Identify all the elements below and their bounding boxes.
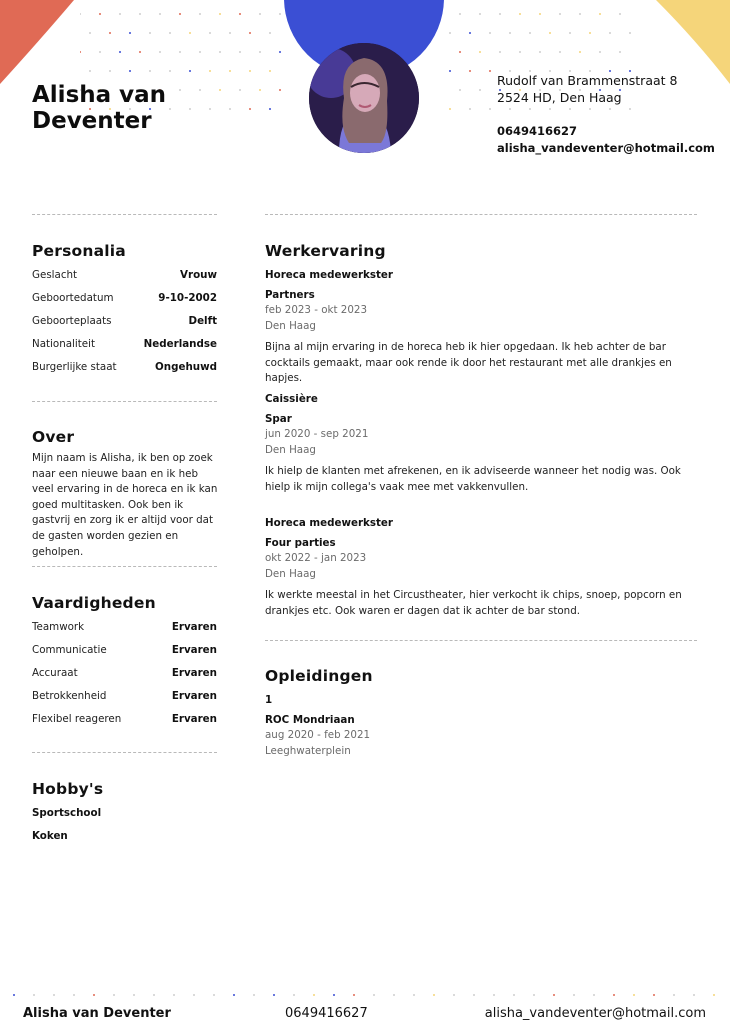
corner-decoration-left bbox=[0, 0, 74, 84]
skill-label: Accuraat bbox=[32, 667, 78, 679]
education-level: 1 bbox=[265, 694, 273, 706]
pattern-dot bbox=[53, 994, 55, 996]
job-role: Caissière bbox=[265, 393, 318, 405]
pattern-dot bbox=[613, 994, 615, 996]
pattern-dot bbox=[249, 70, 251, 72]
job-period: feb 2023 - okt 2023 bbox=[265, 304, 368, 316]
pattern-dot bbox=[333, 994, 335, 996]
address-line-2: 2524 HD, Den Haag bbox=[497, 90, 622, 105]
pattern-dot bbox=[119, 51, 121, 53]
personalia-value: Ongehuwd bbox=[155, 361, 217, 373]
pattern-dot bbox=[509, 32, 511, 34]
pattern-dot bbox=[189, 70, 191, 72]
pattern-dot bbox=[589, 32, 591, 34]
applicant-name: Alisha van Deventer bbox=[32, 82, 167, 134]
job-company: Partners bbox=[265, 289, 315, 301]
pattern-dot bbox=[313, 994, 315, 996]
pattern-dot bbox=[433, 994, 435, 996]
pattern-dot bbox=[149, 32, 151, 34]
pattern-dot bbox=[549, 32, 551, 34]
personalia-value: 9-10-2002 bbox=[158, 292, 217, 304]
personalia-row bbox=[32, 292, 217, 304]
divider bbox=[32, 401, 217, 402]
pattern-dot bbox=[619, 51, 621, 53]
pattern-dot bbox=[493, 994, 495, 996]
pattern-dot bbox=[109, 32, 111, 34]
skill-label: Betrokkenheid bbox=[32, 690, 107, 702]
skill-row bbox=[32, 713, 217, 725]
education-school: ROC Mondriaan bbox=[265, 714, 355, 726]
pattern-dot bbox=[593, 994, 595, 996]
hobby-item: Sportschool bbox=[32, 807, 102, 819]
footer-email: alisha_vandeventer@hotmail.com bbox=[484, 1006, 706, 1021]
job-company: Four parties bbox=[265, 537, 336, 549]
pattern-dot bbox=[279, 13, 281, 15]
pattern-dot bbox=[459, 13, 461, 15]
pattern-dot bbox=[499, 13, 501, 15]
pattern-dot bbox=[209, 70, 211, 72]
pattern-dot bbox=[489, 32, 491, 34]
about-text: Mijn naam is Alisha, ik ben op zoek naar een nieuwe baan en ik heb veel ervaring in de horeca en ik kan goed multitasken. Ook ben ik gastvrij en zorg ik er altijd voor dat de gasten worden gezien en geholpen. bbox=[32, 452, 218, 558]
pattern-dot bbox=[193, 994, 195, 996]
hobbies-title: Hobby's bbox=[32, 780, 104, 798]
pattern-dot bbox=[469, 108, 471, 110]
pattern-dot bbox=[159, 13, 161, 15]
personalia-row bbox=[32, 269, 217, 281]
pattern-dot bbox=[129, 70, 131, 72]
pattern-dot bbox=[199, 51, 201, 53]
pattern-dot bbox=[169, 70, 171, 72]
email-address: alisha_vandeventer@hotmail.com bbox=[497, 141, 715, 155]
pattern-dot bbox=[479, 13, 481, 15]
pattern-dot bbox=[633, 994, 635, 996]
pattern-dot bbox=[199, 13, 201, 15]
hobby-item: Koken bbox=[32, 830, 68, 842]
pattern-dot bbox=[129, 32, 131, 34]
skill-level: Ervaren bbox=[171, 667, 217, 679]
pattern-dot bbox=[293, 994, 295, 996]
pattern-dot bbox=[489, 70, 491, 72]
job-role: Horeca medewerkster bbox=[265, 269, 393, 281]
pattern-dot bbox=[93, 994, 95, 996]
pattern-dot bbox=[579, 51, 581, 53]
about-title: Over bbox=[32, 428, 75, 446]
pattern-dot bbox=[673, 994, 675, 996]
pattern-dot bbox=[209, 32, 211, 34]
pattern-dot bbox=[599, 51, 601, 53]
job-entry bbox=[265, 517, 705, 619]
pattern-dot bbox=[73, 994, 75, 996]
pattern-dot bbox=[469, 32, 471, 34]
pattern-dot bbox=[273, 994, 275, 996]
pattern-dot bbox=[139, 13, 141, 15]
job-company: Spar bbox=[265, 413, 292, 425]
pattern-dot bbox=[89, 70, 91, 72]
pattern-dot bbox=[259, 89, 261, 91]
pattern-dot bbox=[269, 70, 271, 72]
pattern-dot bbox=[479, 51, 481, 53]
pattern-dot bbox=[279, 89, 281, 91]
pattern-dot bbox=[713, 994, 715, 996]
pattern-dot bbox=[489, 108, 491, 110]
education-title: Opleidingen bbox=[265, 667, 373, 685]
pattern-dot bbox=[539, 13, 541, 15]
job-location: Den Haag bbox=[265, 568, 316, 580]
pattern-dot bbox=[599, 13, 601, 15]
pattern-dot bbox=[449, 70, 451, 72]
skill-level: Ervaren bbox=[171, 621, 217, 633]
pattern-dot bbox=[533, 994, 535, 996]
pattern-dot bbox=[579, 13, 581, 15]
pattern-dot bbox=[229, 32, 231, 34]
skill-row bbox=[32, 690, 217, 702]
education-period: aug 2020 - feb 2021 bbox=[265, 729, 371, 741]
pattern-dot bbox=[693, 994, 695, 996]
pattern-dot bbox=[519, 51, 521, 53]
personalia-title: Personalia bbox=[32, 242, 126, 260]
divider bbox=[265, 214, 697, 215]
pattern-dot bbox=[99, 13, 101, 15]
pattern-dot bbox=[133, 994, 135, 996]
pattern-dot bbox=[553, 994, 555, 996]
job-location: Den Haag bbox=[265, 320, 316, 332]
pattern-dot bbox=[619, 13, 621, 15]
pattern-dot bbox=[449, 32, 451, 34]
pattern-dot bbox=[239, 89, 241, 91]
pattern-dot bbox=[279, 51, 281, 53]
pattern-dot bbox=[179, 13, 181, 15]
pattern-dot bbox=[219, 51, 221, 53]
skill-row bbox=[32, 621, 217, 633]
pattern-dot bbox=[89, 32, 91, 34]
pattern-dot bbox=[573, 994, 575, 996]
divider bbox=[32, 566, 217, 567]
pattern-dot bbox=[459, 89, 461, 91]
pattern-dot bbox=[259, 13, 261, 15]
pattern-dot bbox=[453, 994, 455, 996]
pattern-dot bbox=[33, 994, 35, 996]
education-entry bbox=[265, 694, 705, 761]
pattern-dot bbox=[449, 108, 451, 110]
personalia-value: Delft bbox=[188, 315, 217, 327]
pattern-dot bbox=[269, 108, 271, 110]
job-location: Den Haag bbox=[265, 444, 316, 456]
skill-label: Flexibel reageren bbox=[32, 713, 122, 725]
pattern-dot bbox=[153, 994, 155, 996]
personalia-value: Nederlandse bbox=[143, 338, 217, 350]
skill-level: Ervaren bbox=[171, 644, 217, 656]
job-period: jun 2020 - sep 2021 bbox=[265, 428, 369, 440]
pattern-dot bbox=[139, 51, 141, 53]
footer-name: Alisha van Deventer bbox=[23, 1006, 171, 1021]
pattern-dot bbox=[159, 51, 161, 53]
divider bbox=[32, 214, 217, 215]
pattern-dot bbox=[249, 108, 251, 110]
pattern-dot bbox=[259, 51, 261, 53]
pattern-dot bbox=[629, 32, 631, 34]
address-line-1: Rudolf van Brammenstraat 8 bbox=[497, 73, 678, 88]
pattern-dot bbox=[173, 994, 175, 996]
pattern-dot bbox=[653, 994, 655, 996]
profile-photo bbox=[309, 43, 419, 153]
footer-dot-pattern bbox=[0, 990, 730, 1002]
pattern-dot bbox=[229, 70, 231, 72]
personalia-label: Geboorteplaats bbox=[32, 315, 112, 327]
pattern-dot bbox=[113, 994, 115, 996]
pattern-dot bbox=[169, 32, 171, 34]
pattern-dot bbox=[233, 994, 235, 996]
personalia-row bbox=[32, 338, 217, 350]
pattern-dot bbox=[393, 994, 395, 996]
job-entry bbox=[265, 269, 705, 387]
pattern-dot bbox=[559, 51, 561, 53]
pattern-dot bbox=[373, 994, 375, 996]
personalia-row bbox=[32, 361, 217, 373]
skill-row bbox=[32, 644, 217, 656]
divider bbox=[265, 640, 697, 641]
pattern-dot bbox=[80, 51, 81, 53]
pattern-dot bbox=[109, 70, 111, 72]
pattern-dot bbox=[609, 32, 611, 34]
skill-label: Communicatie bbox=[32, 644, 107, 656]
pattern-dot bbox=[253, 994, 255, 996]
pattern-dot bbox=[459, 51, 461, 53]
job-description: Ik werkte meestal in het Circustheater, hier verkocht ik chips, snoep, popcorn en drankjes etc. Ook waren er dagen dat ik achter de bar stond. bbox=[265, 589, 682, 617]
divider bbox=[32, 752, 217, 753]
pattern-dot bbox=[239, 13, 241, 15]
pattern-dot bbox=[539, 51, 541, 53]
pattern-dot bbox=[469, 70, 471, 72]
pattern-dot bbox=[353, 994, 355, 996]
personalia-label: Nationaliteit bbox=[32, 338, 96, 350]
pattern-dot bbox=[559, 13, 561, 15]
personalia-label: Geslacht bbox=[32, 269, 78, 281]
pattern-dot bbox=[529, 32, 531, 34]
personalia-label: Burgerlijke staat bbox=[32, 361, 117, 373]
job-period: okt 2022 - jan 2023 bbox=[265, 552, 367, 564]
skill-level: Ervaren bbox=[171, 713, 217, 725]
pattern-dot bbox=[413, 994, 415, 996]
pattern-dot bbox=[13, 994, 15, 996]
pattern-dot bbox=[239, 51, 241, 53]
personalia-row bbox=[32, 315, 217, 327]
pattern-dot bbox=[473, 994, 475, 996]
contact-block bbox=[497, 72, 717, 157]
experience-title: Werkervaring bbox=[265, 242, 386, 260]
skill-label: Teamwork bbox=[32, 621, 85, 633]
job-entry bbox=[265, 393, 705, 495]
personalia-value: Vrouw bbox=[180, 269, 217, 281]
pattern-dot bbox=[499, 51, 501, 53]
pattern-dot bbox=[80, 13, 81, 15]
job-description: Ik hielp de klanten met afrekenen, en ik adviseerde wanneer het nodig was. Ook hielp ik mijn collega's vaak mee met vakkenvullen. bbox=[265, 465, 681, 493]
pattern-dot bbox=[569, 32, 571, 34]
pattern-dot bbox=[513, 994, 515, 996]
footer-phone: 0649416627 bbox=[285, 1006, 368, 1021]
pattern-dot bbox=[269, 32, 271, 34]
job-description: Bijna al mijn ervaring in de horeca heb ik hier opgedaan. Ik heb achter de bar cocktails gemaakt, maar ook rende ik door het restaurant met alle drankjes en hapjes. bbox=[265, 341, 672, 385]
education-location: Leeghwaterplein bbox=[265, 745, 351, 757]
pattern-dot bbox=[219, 13, 221, 15]
pattern-dot bbox=[99, 51, 101, 53]
pattern-dot bbox=[119, 13, 121, 15]
pattern-dot bbox=[249, 32, 251, 34]
pattern-dot bbox=[519, 13, 521, 15]
pattern-dot bbox=[479, 89, 481, 91]
footer bbox=[0, 1006, 730, 1026]
skill-level: Ervaren bbox=[171, 690, 217, 702]
skill-row bbox=[32, 667, 217, 679]
pattern-dot bbox=[189, 32, 191, 34]
pattern-dot bbox=[179, 51, 181, 53]
job-role: Horeca medewerkster bbox=[265, 517, 393, 529]
personalia-label: Geboortedatum bbox=[32, 292, 114, 304]
phone-number: 0649416627 bbox=[497, 124, 578, 138]
skills-title: Vaardigheden bbox=[32, 594, 156, 612]
pattern-dot bbox=[149, 70, 151, 72]
pattern-dot bbox=[213, 994, 215, 996]
